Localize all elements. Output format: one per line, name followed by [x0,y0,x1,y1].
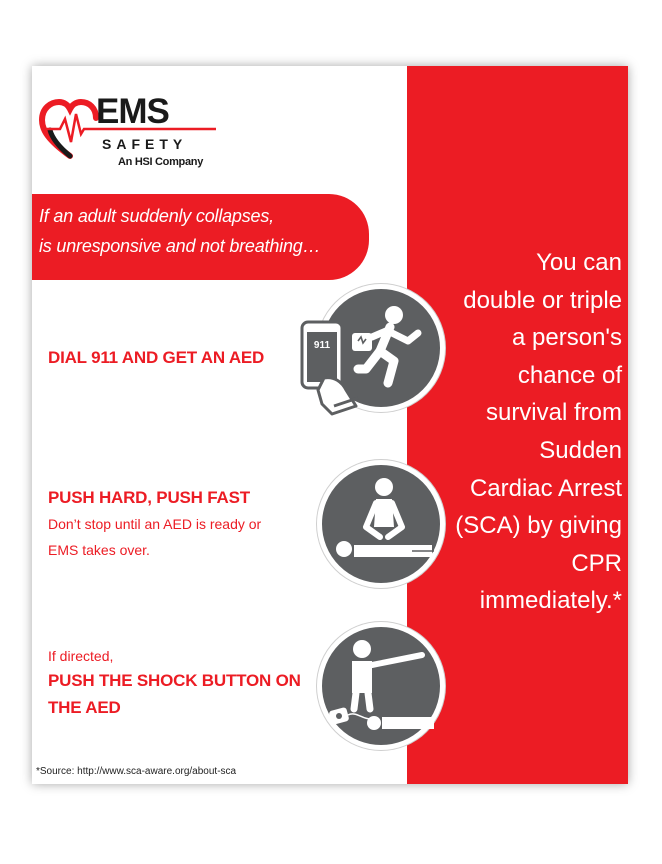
callout-line: Cardiac Arrest [469,474,622,502]
source-footnote: *Source: http://www.sca-aware.org/about-sca [36,766,237,777]
callout-line: a person's [512,324,622,352]
step-3-icon-circle [317,622,445,750]
step-3-pre: If directed, [48,648,114,664]
callout-line: CPR [571,549,622,577]
callout-line: (SCA) by giving [455,512,622,540]
intro-banner [32,194,369,280]
callout-line: double or triple [463,286,622,314]
logo-tagline: An HSI Company [118,156,204,168]
callout-line: immediately.* [479,587,622,615]
callout-line: survival from [485,399,622,427]
step-2-sub-1: Don’t stop until an AED is ready or [48,516,262,532]
step-2-title: PUSH HARD, PUSH FAST [48,488,250,507]
cpr-compressions-icon [322,465,440,583]
logo-wordmark: EMS [96,92,169,131]
banner-line-1: If an adult suddenly collapses, [39,206,274,226]
callout-line: You can [536,249,622,276]
aed-shock-icon [322,627,440,745]
step-2-icon-circle [317,460,445,588]
banner-line-2: is unresponsive and not breathing… [39,236,321,256]
step-1-title: DIAL 911 AND GET AN AED [48,348,265,367]
step-3-title-2: THE AED [48,698,121,717]
poster [32,66,628,784]
phone-911-label: 911 [313,340,331,351]
survival-callout [412,244,622,620]
phone-911-icon [298,318,368,418]
callout-line: Sudden [539,436,622,464]
logo-safety: SAFETY [102,136,188,152]
callout-line: chance of [517,361,622,389]
step-3-title-1: PUSH THE SHOCK BUTTON ON [48,671,301,690]
step-2-sub-2: EMS takes over. [48,542,150,558]
